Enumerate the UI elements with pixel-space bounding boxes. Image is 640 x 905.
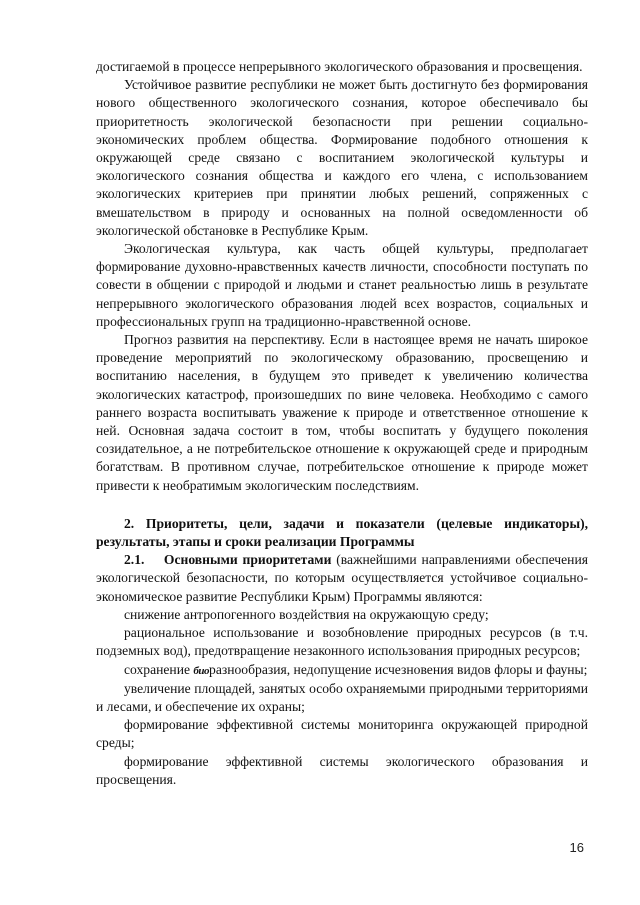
paragraph-sustainable-development: Устойчивое развитие республики не может быть достигнуто без формирования нового общественного экологического сознания, которое обеспечивало бы приоритетность экологической безопасности при решении социально-экономических проблем общества. Формирование подобного отношения к окружающей среде связано с воспитанием экологической культуры и экологического сознания общества и каждого его члена, с использованием экологических критериев при принятии любых решений, сопряженных с вмешательством в природу и основанных на полной осведомленности об экологической обстановке в Республике Крым.	[96, 77, 588, 238]
list-item-monitoring: формирование эффективной системы мониторинга окружающей природной среды;	[96, 717, 588, 751]
document-page	[96, 58, 588, 789]
paragraph-ecological-culture: Экологическая культура, как часть общей культуры, предполагает формирование духовно-нравственных качеств личности, способности поступать по совести в общении с природой и людьми и станет реальностью лишь в результате непрерывного экологического образования людей всех возрастов, социальных и профессиональных групп на традиционно-нравственной основе.	[96, 241, 588, 329]
paragraph-forecast: Прогноз развития на перспективу. Если в настоящее время не начать широкое проведение мероприятий по экологическому образованию, просвещению и воспитанию населения, в будущем это приведет к увеличению количества экологических катастроф, произошедших по вине человека. Необходимо с самого раннего возраста воспитывать уважение к природе и ответственное отношение к ней. Основная задача состоит в том, чтобы воспитать у будущего поколения созидательное, а не потребительское отношение к окружающей среде и природным богатствам. В противном случае, потребительское отношение к природе может привести к необратимым экологическим последствиям.	[96, 332, 588, 493]
priorities-rest: (важнейшими направлениями обеспечения экологической безопасности, по которым осуществляется устойчивое социально-экономическое развитие Республики Крым) Программы являются:	[96, 552, 588, 604]
paragraph-continuation: достигаемой в процессе непрерывного экологического образования и просвещения.	[96, 59, 583, 74]
list-item-resources: рациональное использование и возобновление природных ресурсов (в т.ч. подземных вод), предотвращение незаконного использования природных ресурсов;	[96, 625, 588, 659]
section-heading: 2. Приоритеты, цели, задачи и показатели (целевые индикаторы), результаты, этапы и сроки реализации Программы	[96, 515, 588, 550]
priorities-lead: Основными приоритетами	[163, 552, 332, 568]
handwritten-insertion: био	[193, 664, 210, 677]
biodiversity-after: разнообразия, недопущение исчезновения видов флоры и фауны;	[209, 661, 588, 677]
list-item-biodiversity	[96, 661, 588, 680]
list-item-education: формирование эффективной системы экологического образования и просвещения.	[96, 753, 588, 787]
biodiversity-before: сохранение	[124, 661, 194, 677]
priorities-number: 2.1.	[124, 552, 145, 568]
page-number: 16	[569, 840, 584, 855]
list-item-protected-areas: увеличение площадей, занятых особо охраняемыми природными территориями и лесами, и обеспечение их охраны;	[96, 680, 588, 714]
priorities-intro	[96, 551, 588, 606]
list-item-anthropogenic: снижение антропогенного воздействия на окружающую среду;	[124, 606, 489, 622]
